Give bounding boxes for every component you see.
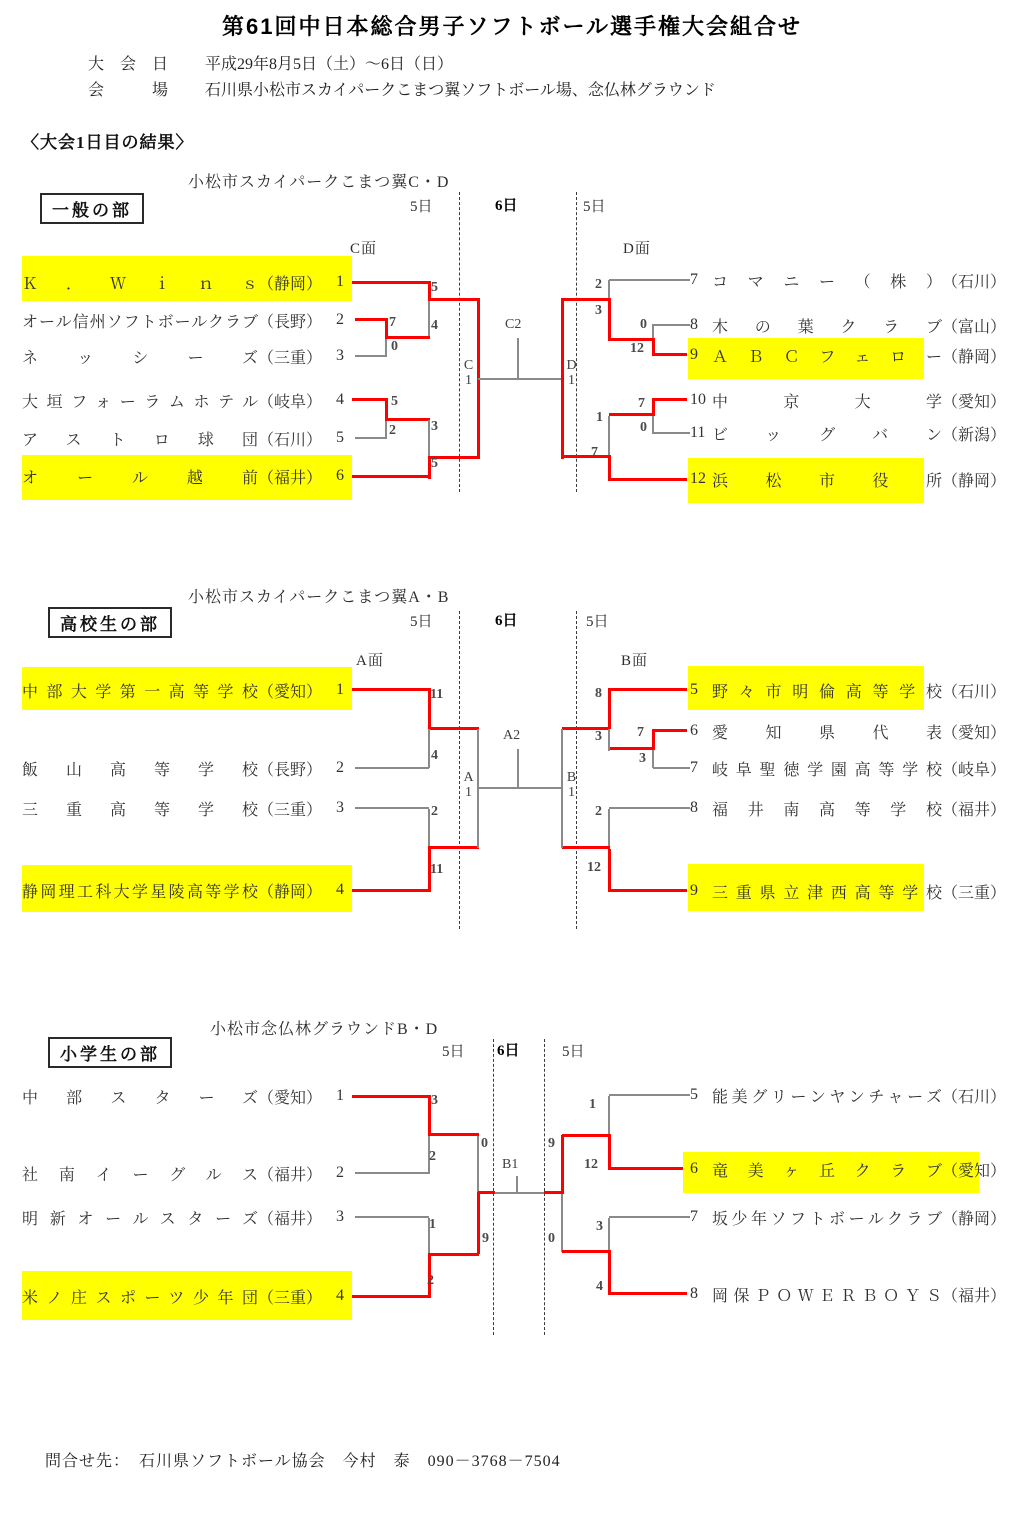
team-seed: 12: [690, 470, 706, 487]
winner-line: [652, 729, 655, 750]
match-score: 3: [431, 1093, 438, 1108]
team-name: 福井南高等学校: [712, 801, 942, 819]
bracket-line: [428, 420, 430, 457]
bracket-line: [653, 324, 690, 326]
bracket-line: [608, 1096, 610, 1137]
winner-line: [428, 1133, 479, 1136]
semifinal-bar: [477, 1136, 479, 1194]
team-prefecture: （静岡）: [941, 472, 1006, 490]
team-prefecture: （福井）: [941, 1287, 1006, 1305]
match-score: 11: [430, 687, 444, 702]
team-row: [690, 876, 1006, 906]
team-name: 坂少年ソフトボールクラブ: [712, 1210, 942, 1228]
bracket-line: [355, 355, 386, 357]
bracket-line: [355, 1216, 429, 1218]
match-score: 2: [389, 423, 396, 438]
day-label: 5日: [410, 199, 433, 215]
winner-line: [608, 688, 611, 729]
team-prefecture: （福井）: [257, 469, 322, 487]
bracket-line: [609, 1216, 690, 1218]
winner-line: [352, 281, 429, 284]
bracket-line: [652, 750, 654, 768]
team-seed: 11: [690, 424, 706, 441]
team-seed: 6: [690, 722, 698, 739]
team-row: [690, 1279, 1006, 1309]
final-tick: [517, 749, 519, 787]
team-seed: 5: [336, 429, 344, 446]
team-seed: 7: [690, 1208, 698, 1225]
team-name: 三重県立津西高等学校: [712, 884, 942, 902]
bracket-line: [653, 767, 690, 769]
day-separator: [576, 192, 577, 492]
winner-line: [428, 727, 479, 730]
team-prefecture: （静岡）: [941, 348, 1006, 366]
team-prefecture: （三重）: [257, 801, 322, 819]
team-seed: 4: [336, 1287, 344, 1304]
match-label: C2: [505, 317, 522, 332]
bracket-line: [355, 1172, 429, 1174]
match-score: 3: [595, 729, 602, 744]
team-seed: 8: [690, 316, 698, 333]
winner-line: [609, 1167, 683, 1170]
court-label: D面: [623, 241, 651, 257]
team-prefecture: （静岡）: [257, 275, 322, 293]
team-seed: 1: [336, 1087, 344, 1104]
day-separator: [459, 192, 460, 492]
team-name: ネッシーズ: [22, 349, 258, 367]
bracket-line: [608, 280, 610, 300]
team-prefecture: （石川）: [941, 1088, 1006, 1106]
team-row: [22, 1158, 344, 1188]
team-name: 浜松市役所: [712, 472, 942, 490]
event-date-value: 平成29年8月5日（土）～6日（日）: [205, 56, 454, 73]
team-seed: 4: [336, 881, 344, 898]
team-name: アストロ球団: [22, 431, 258, 449]
bracket-line: [609, 807, 690, 809]
winner-line: [609, 413, 654, 416]
bracket-line: [609, 1094, 690, 1096]
winner-line: [428, 846, 479, 849]
team-row: [22, 793, 344, 823]
team-seed: 1: [336, 681, 344, 698]
team-prefecture: （愛知）: [941, 393, 1006, 411]
team-row: [22, 753, 344, 783]
winner-line: [610, 747, 654, 750]
team-row: [22, 341, 344, 371]
team-name: オール信州ソフトボールクラブ: [22, 313, 258, 331]
match-score: 1: [589, 1097, 596, 1112]
day-separator: [459, 611, 460, 929]
winner-line: [385, 418, 430, 421]
winner-line: [352, 688, 429, 691]
match-score: 7: [637, 725, 644, 740]
team-row: [690, 418, 1006, 448]
match-score: 0: [640, 317, 647, 332]
team-row: [22, 305, 344, 335]
team-name: 野々市明倫高等学校: [712, 683, 942, 701]
winner-line: [653, 729, 687, 732]
team-prefecture: （愛知）: [257, 683, 322, 701]
day-label: 6日: [495, 198, 518, 214]
team-prefecture: （石川）: [941, 683, 1006, 701]
winner-line: [562, 1134, 610, 1137]
winner-line: [562, 727, 610, 730]
team-name: 米ノ庄スポーツ少年団: [22, 1289, 258, 1307]
team-prefecture: （石川）: [257, 431, 322, 449]
team-name: 三重高等学校: [22, 801, 258, 819]
team-row: [690, 675, 1006, 705]
final-line: [478, 787, 563, 789]
bracket2-venue: 小松市スカイパークこまつ翼A・B: [188, 589, 450, 606]
match-score: 7: [591, 445, 598, 460]
court-label: B面: [621, 653, 649, 669]
final-line: [495, 1192, 545, 1194]
day1-results-heading: 〈大会1日目の結果〉: [22, 133, 194, 152]
team-seed: 7: [690, 759, 698, 776]
team-name: オール越前: [22, 469, 258, 487]
team-prefecture: （愛知）: [941, 1162, 1006, 1180]
team-prefecture: （三重）: [257, 1289, 322, 1307]
page-title: 第61回中日本総合男子ソフトボール選手権大会組合せ: [221, 14, 803, 39]
team-prefecture: （三重）: [941, 884, 1006, 902]
day-separator: [544, 1039, 545, 1335]
day-separator: [493, 1039, 494, 1335]
team-name: 中部大学第一高等学校: [22, 683, 258, 701]
team-seed: 3: [336, 1208, 344, 1225]
event-date-row: [88, 51, 168, 74]
match-score: 12: [630, 341, 644, 356]
winner-line: [608, 1134, 611, 1170]
match-score: 3: [431, 419, 438, 434]
team-seed: 2: [336, 1164, 344, 1181]
team-prefecture: （長野）: [257, 761, 322, 779]
bracket-line: [608, 809, 610, 848]
team-row: [22, 267, 344, 297]
team-seed: 7: [690, 271, 698, 288]
match-score: 9: [482, 1231, 489, 1246]
court-label: C面: [350, 241, 378, 257]
team-name: ＡＢＣフェロー: [712, 348, 942, 366]
team-name: ビッグバン: [712, 426, 942, 444]
team-row: [22, 675, 344, 705]
match-score: 0: [640, 420, 647, 435]
team-row: [690, 310, 1006, 340]
day-label: 5日: [586, 614, 609, 630]
team-row: [690, 716, 1006, 746]
bracket-line: [428, 809, 430, 848]
winner-line: [428, 298, 479, 301]
bracket-line: [428, 301, 430, 338]
match-score: 4: [431, 318, 438, 333]
team-seed: 3: [336, 347, 344, 364]
team-seed: 6: [336, 467, 344, 484]
team-name: コマニー（株）: [712, 273, 942, 291]
team-name: 岐阜聖徳学園高等学校: [712, 761, 942, 779]
match-score: 7: [389, 315, 396, 330]
team-row: [690, 464, 1006, 494]
semifinal-bar: [561, 1194, 563, 1252]
match-label: A2: [503, 728, 521, 743]
team-name: 愛知県代表: [712, 724, 942, 742]
winner-line: [653, 353, 687, 356]
winner-line: [562, 1250, 610, 1253]
bracket-line: [608, 1218, 610, 1253]
team-row: [22, 1081, 344, 1111]
match-score: 3: [595, 303, 602, 318]
match-score: 9: [548, 1136, 555, 1151]
team-row: [22, 385, 344, 415]
team-prefecture: （静岡）: [257, 883, 322, 901]
winner-line: [561, 1135, 564, 1194]
winner-line: [609, 1292, 687, 1295]
team-name: 明新オールスターズ: [22, 1210, 258, 1228]
bracket-line: [608, 416, 610, 457]
team-row: [690, 793, 1006, 823]
bracket-line: [609, 279, 690, 281]
match-score: 5: [391, 394, 398, 409]
section-label-general: 一般の部: [40, 193, 144, 224]
bracket1-venue: 小松市スカイパークこまつ翼C・D: [188, 174, 450, 191]
contact-info: 問合せ先： 石川県ソフトボール協会 今村 泰 090－3768－7504: [45, 1453, 561, 1470]
match-label: D1: [566, 358, 577, 388]
final-tick: [516, 1176, 518, 1192]
match-score: 1: [596, 410, 603, 425]
team-row: [22, 423, 344, 453]
team-name: 竜美ヶ丘クラブ: [712, 1162, 942, 1180]
team-seed: 1: [336, 273, 344, 290]
team-name: Ｋ．Ｗｉｎｓ: [22, 275, 258, 293]
match-score: 2: [431, 804, 438, 819]
team-seed: 5: [690, 681, 698, 698]
team-prefecture: （静岡）: [941, 1210, 1006, 1228]
winner-line: [608, 1250, 611, 1295]
team-row: [22, 875, 344, 905]
match-label: A1: [463, 770, 474, 800]
team-seed: 10: [690, 391, 706, 408]
bracket-line: [428, 729, 430, 768]
final-tick: [517, 338, 519, 378]
team-row: [690, 1154, 1006, 1184]
team-seed: 9: [690, 882, 698, 899]
bracket-line: [355, 437, 386, 439]
winner-line: [562, 455, 610, 458]
match-score: 0: [391, 339, 398, 354]
team-prefecture: （岐阜）: [257, 393, 322, 411]
match-score: 12: [587, 860, 601, 875]
winner-line: [478, 1191, 495, 1194]
team-name: 飯山高等学校: [22, 761, 258, 779]
team-seed: 2: [336, 311, 344, 328]
team-seed: 6: [690, 1160, 698, 1177]
team-name: 大垣フォーラムホテル: [22, 393, 258, 411]
match-label: B1: [502, 1157, 519, 1172]
bracket3-venue: 小松市念仏林グラウンドB・D: [210, 1021, 439, 1038]
team-row: [22, 461, 344, 491]
team-name: 岡保ＰＯＷＥＲＢＯＹＳ: [712, 1287, 942, 1305]
winner-line: [653, 398, 687, 401]
team-prefecture: （福井）: [257, 1166, 322, 1184]
team-prefecture: （愛知）: [257, 1089, 322, 1107]
winner-line: [609, 889, 687, 892]
bracket-line: [355, 807, 429, 809]
team-row: [22, 1281, 344, 1311]
team-seed: 8: [690, 1285, 698, 1302]
match-score: 1: [429, 1217, 436, 1232]
team-seed: 2: [336, 759, 344, 776]
team-seed: 8: [690, 799, 698, 816]
day-label: 6日: [497, 1043, 520, 1059]
match-score: 11: [430, 862, 444, 877]
section-label-elementary: 小学生の部: [48, 1037, 172, 1068]
winner-line: [477, 1192, 480, 1254]
match-label: B1: [566, 770, 577, 800]
day-label: 5日: [442, 1044, 465, 1060]
match-score: 2: [429, 1149, 436, 1164]
event-date-label: 大会日: [88, 56, 168, 73]
match-score: 12: [584, 1157, 598, 1172]
match-score: 2: [427, 1273, 434, 1288]
team-row: [690, 265, 1006, 295]
team-prefecture: （富山）: [941, 318, 1006, 336]
final-line: [478, 378, 563, 380]
match-score: 0: [481, 1136, 488, 1151]
team-prefecture: （三重）: [257, 349, 322, 367]
team-name: 中部スターズ: [22, 1089, 258, 1107]
winner-line: [610, 688, 687, 691]
match-score: 2: [595, 804, 602, 819]
team-prefecture: （岐阜）: [941, 761, 1006, 779]
team-name: 能美グリーンヤンチャーズ: [712, 1088, 942, 1106]
event-venue-row: [88, 77, 168, 100]
winner-line: [352, 1095, 429, 1098]
team-prefecture: （愛知）: [941, 724, 1006, 742]
match-score: 5: [431, 456, 438, 471]
semifinal-bar: [561, 729, 563, 848]
team-row: [690, 1080, 1006, 1110]
team-row: [690, 1202, 1006, 1232]
court-label: A面: [356, 653, 384, 669]
match-score: 3: [596, 1219, 603, 1234]
team-prefecture: （新潟）: [941, 426, 1006, 444]
match-score: 2: [595, 277, 602, 292]
winner-line: [428, 1253, 479, 1256]
team-name: 社南イーグルス: [22, 1166, 258, 1184]
event-venue-label: 会場: [88, 82, 168, 99]
team-prefecture: （福井）: [941, 801, 1006, 819]
team-row: [690, 385, 1006, 415]
match-score: 5: [431, 280, 438, 295]
team-seed: 5: [690, 1086, 698, 1103]
match-score: 7: [638, 396, 645, 411]
team-seed: 4: [336, 391, 344, 408]
team-prefecture: （長野）: [257, 313, 322, 331]
match-score: 0: [548, 1231, 555, 1246]
day-label: 6日: [495, 613, 518, 629]
bracket-line: [355, 767, 429, 769]
winner-line: [352, 398, 388, 401]
team-name: 木の葉クラブ: [712, 318, 942, 336]
match-score: 4: [596, 1279, 603, 1294]
match-score: 8: [595, 686, 602, 701]
bracket-line: [653, 432, 690, 434]
team-name: 中京大学: [712, 393, 942, 411]
winner-line: [608, 849, 611, 892]
event-venue-value: 石川県小松市スカイパークこまつ翼ソフトボール場、念仏林グラウンド: [205, 82, 716, 99]
team-name: 静岡理工科大学星陵高等学校: [22, 883, 258, 901]
team-row: [690, 753, 1006, 783]
team-prefecture: （福井）: [257, 1210, 322, 1228]
section-label-highschool: 高校生の部: [48, 607, 172, 638]
winner-line: [352, 1295, 429, 1298]
winner-line: [608, 298, 611, 341]
team-seed: 3: [336, 799, 344, 816]
winner-line: [562, 846, 610, 849]
team-seed: 9: [690, 346, 698, 363]
team-row: [22, 1202, 344, 1232]
team-row: [690, 340, 1006, 370]
winner-line: [352, 889, 429, 892]
day-label: 5日: [562, 1044, 585, 1060]
match-label: C1: [463, 358, 474, 388]
match-score: 3: [639, 751, 646, 766]
winner-line: [609, 478, 687, 481]
winner-line: [562, 298, 610, 301]
team-prefecture: （石川）: [941, 273, 1006, 291]
winner-line: [355, 318, 388, 321]
winner-line: [352, 475, 430, 478]
match-score: 4: [431, 748, 438, 763]
day-label: 5日: [410, 614, 433, 630]
day-label: 5日: [583, 199, 606, 215]
